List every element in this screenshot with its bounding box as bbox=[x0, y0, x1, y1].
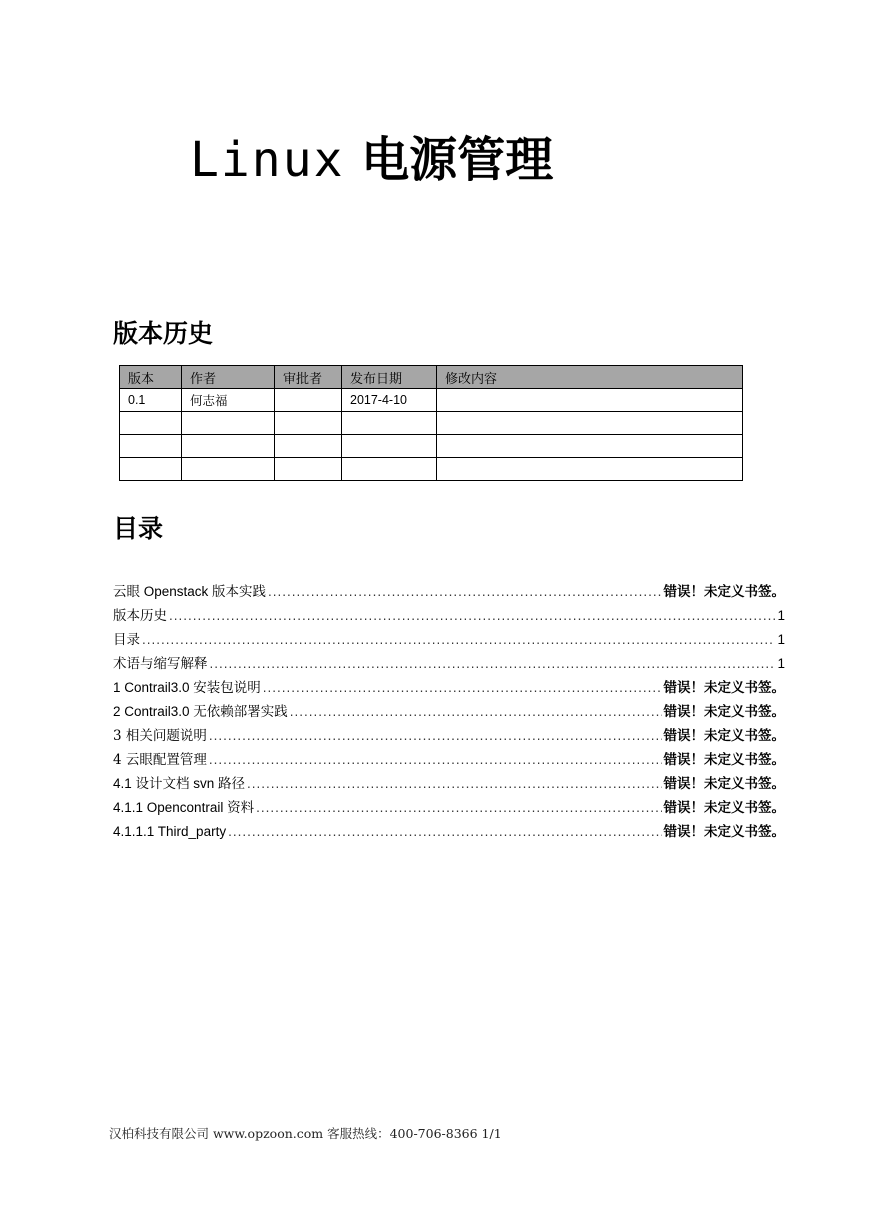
table-of-contents bbox=[113, 580, 785, 844]
table-cell bbox=[437, 435, 743, 458]
toc-entry-text: 术语与缩写解释 bbox=[113, 656, 208, 672]
toc-entry[interactable] bbox=[113, 820, 785, 844]
toc-entry-text: 云眼 Openstack 版本实践 bbox=[113, 584, 267, 599]
table-cell bbox=[275, 389, 342, 412]
column-header-author: 作者 bbox=[182, 366, 275, 389]
toc-entry-page: 错误！未定义书签。 bbox=[663, 584, 785, 599]
toc-entry-text: 3 相关问题说明 bbox=[113, 728, 207, 744]
table-header-row bbox=[120, 366, 743, 389]
toc-entry-page: 错误！未定义书签。 bbox=[663, 776, 785, 791]
toc-leader bbox=[228, 820, 661, 844]
column-header-approver: 审批者 bbox=[275, 366, 342, 389]
toc-entry-page: 1 bbox=[777, 632, 785, 647]
toc-leader bbox=[256, 796, 661, 820]
toc-entry-text: 4.1 设计文档 svn 路径 bbox=[113, 776, 246, 791]
toc-entry-page: 错误！未定义书签。 bbox=[663, 824, 785, 839]
toc-entry-page: 错误！未定义书签。 bbox=[663, 680, 785, 695]
table-cell: 何志福 bbox=[182, 389, 275, 412]
table-cell bbox=[437, 412, 743, 435]
toc-leader bbox=[209, 724, 662, 748]
toc-leader bbox=[210, 652, 776, 676]
table-row bbox=[120, 435, 743, 458]
toc-entry-page: 错误！未定义书签。 bbox=[663, 800, 785, 815]
toc-entry-text: 4.1.1.1 Third_party bbox=[113, 824, 227, 839]
toc-entry[interactable] bbox=[113, 772, 785, 796]
toc-entry[interactable] bbox=[113, 700, 785, 724]
page-footer: 汉柏科技有限公司 www.opzoon.com 客服热线：400-706-8366 1/1 bbox=[109, 1126, 502, 1141]
toc-entry-page: 1 bbox=[777, 608, 785, 623]
version-history-table bbox=[119, 365, 743, 481]
toc-leader bbox=[268, 580, 661, 604]
table-cell bbox=[120, 435, 182, 458]
toc-entry[interactable] bbox=[113, 628, 785, 652]
toc-entry[interactable] bbox=[113, 796, 785, 820]
table-cell bbox=[120, 458, 182, 481]
toc-entry-page: 错误！未定义书签。 bbox=[663, 752, 785, 767]
toc-leader bbox=[247, 772, 661, 796]
toc-entry-page: 错误！未定义书签。 bbox=[663, 704, 785, 719]
table-row bbox=[120, 458, 743, 481]
toc-entry[interactable] bbox=[113, 676, 785, 700]
toc-entry[interactable] bbox=[113, 652, 785, 676]
toc-entry-page: 1 bbox=[777, 656, 785, 671]
toc-leader bbox=[169, 604, 775, 628]
toc-entry-text: 4 云眼配置管理 bbox=[113, 752, 207, 768]
table-cell bbox=[182, 412, 275, 435]
toc-entry[interactable] bbox=[113, 748, 785, 772]
table-cell: 2017-4-10 bbox=[342, 389, 437, 412]
column-header-changes: 修改内容 bbox=[437, 366, 743, 389]
version-history-heading: 版本历史 bbox=[113, 319, 214, 348]
toc-entry-text: 2 Contrail3.0 无依赖部署实践 bbox=[113, 704, 288, 719]
table-cell bbox=[342, 435, 437, 458]
table-row bbox=[120, 389, 743, 412]
page-title-cjk: 电源管理 bbox=[361, 132, 554, 188]
toc-entry[interactable] bbox=[113, 604, 785, 628]
page-title-latin: Linux bbox=[190, 132, 345, 188]
toc-heading: 目录 bbox=[113, 514, 164, 543]
table-cell bbox=[275, 435, 342, 458]
toc-leader bbox=[290, 700, 662, 724]
table-cell bbox=[120, 412, 182, 435]
toc-leader bbox=[142, 628, 775, 652]
toc-entry-page: 错误！未定义书签。 bbox=[663, 728, 785, 743]
toc-entry-text: 目录 bbox=[113, 632, 140, 648]
table-cell bbox=[342, 458, 437, 481]
toc-leader bbox=[263, 676, 662, 700]
table-cell bbox=[275, 412, 342, 435]
table-cell bbox=[437, 458, 743, 481]
table-row bbox=[120, 412, 743, 435]
table-cell bbox=[182, 435, 275, 458]
table-cell bbox=[275, 458, 342, 481]
toc-entry[interactable] bbox=[113, 724, 785, 748]
toc-entry-text: 4.1.1 Opencontrail 资料 bbox=[113, 800, 255, 815]
toc-leader bbox=[209, 748, 662, 772]
toc-entry-text: 版本历史 bbox=[113, 608, 167, 624]
page-title bbox=[190, 128, 553, 192]
table-cell bbox=[182, 458, 275, 481]
table-cell bbox=[342, 412, 437, 435]
table-cell bbox=[437, 389, 743, 412]
toc-entry[interactable] bbox=[113, 580, 785, 604]
column-header-release-date: 发布日期 bbox=[342, 366, 437, 389]
toc-entry-text: 1 Contrail3.0 安装包说明 bbox=[113, 680, 261, 695]
column-header-version: 版本 bbox=[120, 366, 182, 389]
table-cell: 0.1 bbox=[120, 389, 182, 412]
